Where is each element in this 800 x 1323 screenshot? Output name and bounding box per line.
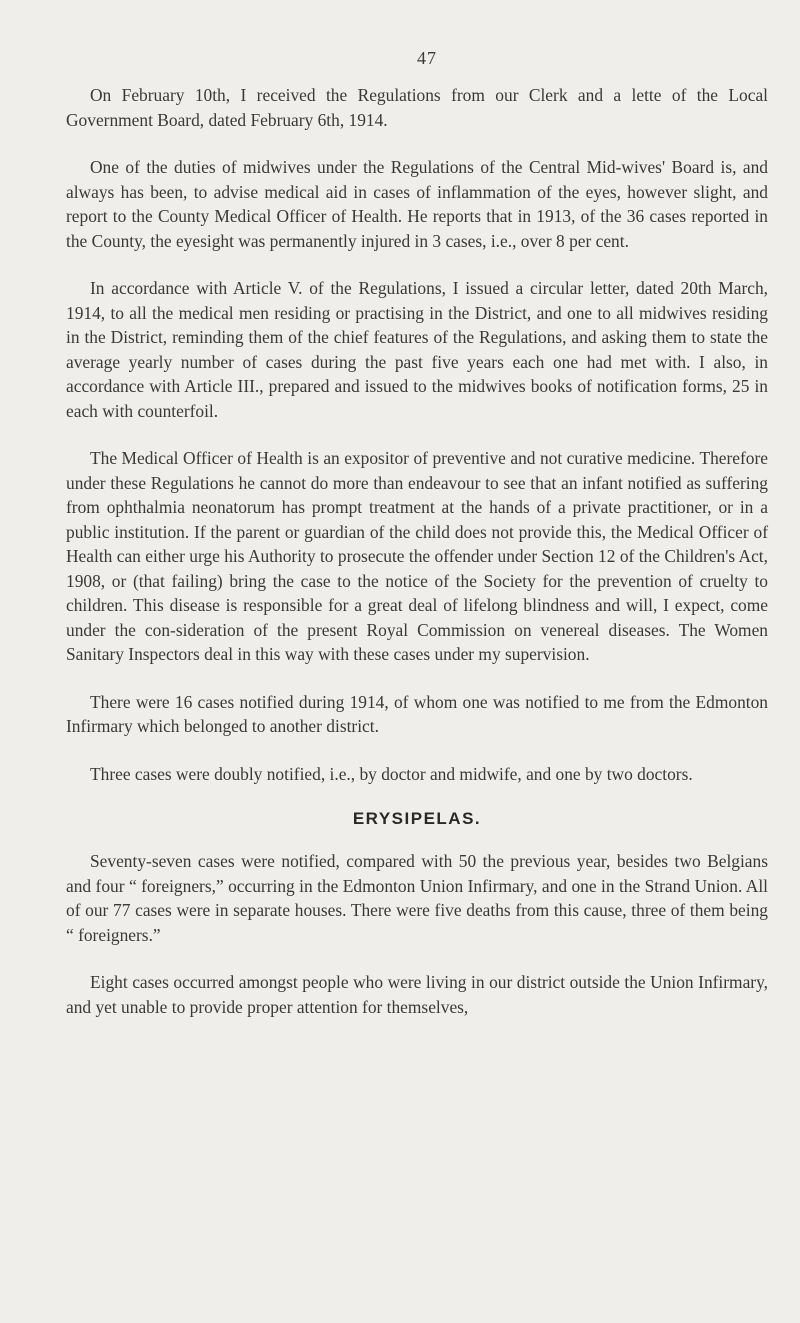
page-number: 47 <box>417 48 437 68</box>
paragraph-midwives-duties: One of the duties of midwives under the Regulations of the Central Mid-wives' Board is, and always has been, to advise medical aid in cases of inflammation of the eyes, however slight, and report to the County Medical Officer of Health. He reports that in 1913, of the 36 cases reported in the County, the eyesight was permanently injured in 3 cases, i.e., over 8 per cent. <box>66 157 768 251</box>
paragraph-doubly-notified: Three cases were doubly notified, i.e., by doctor and midwife, and one by two doctors. <box>90 763 693 784</box>
paragraph-erysipelas-cases: Seventy-seven cases were notified, compared with 50 the previous year, besides two Belgians and four “ foreigners,” occurring in the Edmonton Union Infirmary, and one in the Strand Union. All of our 77 cases were in separate houses. There were five deaths from this cause, three of them being “ foreigners.” <box>66 851 768 945</box>
paragraph-preventive-medicine: The Medical Officer of Health is an expositor of preventive and not curative medicine. Therefore under these Regulations he cannot do more than endeavour to see that an infant notified as suffering from ophthalmia neonatorum has prompt treatment at the hands of a private practitioner, or in a public institution. If the parent or guardian of the child does not provide this, the Medical Officer of Health can either urge his Authority to prosecute the offender under Section 12 of the Children's Act, 1908, or (that failing) bring the case to the notice of the Society for the prevention of cruelty to children. This disease is responsible for a great deal of lifelong blindness and will, I expect, come under the con-sideration of the present Royal Commission on venereal diseases. The Women Sanitary Inspectors deal in this way with these cases under my supervision. <box>66 448 768 664</box>
paragraph-erysipelas-outside-infirmary: Eight cases occurred amongst people who were living in our district outside the Union Infirmary, and yet unable to provide proper attention for themselves, <box>66 972 768 1017</box>
paragraph-circular-letter: In accordance with Article V. of the Regulations, I issued a circular letter, dated 20th March, 1914, to all the medical men residing or practising in the District, and one to all midwives residing in the District, reminding them of the chief features of the Regulations, and asking them to state the average yearly number of cases during the past five years each one had met with. I also, in accordance with Article III., prepared and issued to the midwives books of notification forms, 25 in each with counterfoil. <box>66 278 768 421</box>
section-heading-erysipelas: ERYSIPELAS. <box>352 809 482 828</box>
paragraph-cases-notified: There were 16 cases notified during 1914, of whom one was notified to me from the Edmonton Infirmary which belonged to another district. <box>66 691 768 736</box>
paragraph-regulations-received: On February 10th, I received the Regulations from our Clerk and a lette of the Local Government Board, dated February 6th, 1914. <box>66 85 768 130</box>
